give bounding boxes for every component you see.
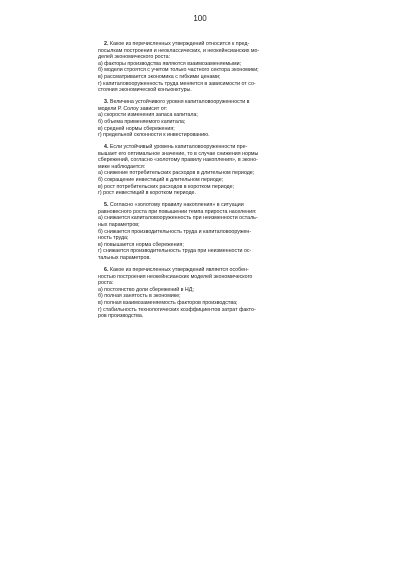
line-text: Какое из перечисленных утверждений является особен- (109, 266, 249, 273)
line-text: ность труда; (98, 235, 129, 242)
page-body (98, 41, 306, 325)
question-number: 5. (104, 202, 109, 209)
question-line (98, 313, 306, 320)
question-text (98, 144, 306, 151)
question-line (98, 209, 306, 216)
question-text (98, 99, 306, 106)
line-text: г) рост инвестиций в коротком периоде. (98, 190, 196, 197)
line-text: тальных параметров. (98, 254, 151, 261)
line-text: делей экономического роста: (98, 54, 171, 61)
line-text: б) снижается производительность труда и капиталовооружен- (98, 228, 252, 235)
question-line (98, 307, 306, 314)
line-text: в) средней нормы сбережения; (98, 125, 175, 132)
line-text: стояния экономической конъюнктуры. (98, 87, 192, 94)
question-line (98, 215, 306, 222)
page-number: 100 (193, 14, 207, 23)
line-text: а) скорости изменения запаса капитала; (98, 112, 198, 119)
line-text: а) факторы производства являются взаимозаменяемыми; (98, 60, 242, 67)
line-text: Какое из перечисленных утверждений относится к пред- (109, 41, 250, 47)
line-text: а) постоянство доли сбережений в НД; (98, 286, 194, 293)
question-line (98, 54, 306, 61)
line-text: модели Р. Солоу зависит от: (98, 105, 168, 112)
question-line (98, 235, 306, 242)
line-text: равновесного роста при повышении темпа прироста населения: (98, 208, 257, 215)
line-text: г) капиталовооруженность труда меняется в зависимости от со- (98, 80, 256, 87)
question-line (98, 190, 306, 197)
question-line (98, 280, 306, 287)
question-line (98, 61, 306, 68)
question-line (98, 287, 306, 294)
line-text: г) снижается производительность труда при неизменности ос- (98, 248, 252, 255)
question-text (98, 202, 306, 209)
question-line (98, 112, 306, 119)
question-line (98, 255, 306, 262)
line-text: мике наблюдается: (98, 163, 146, 170)
line-text: посылкам построения и неоклассических, и неокейнсианских мо- (98, 47, 260, 54)
line-text: роста: (98, 280, 114, 287)
line-text: в) полная взаимозаменяемость факторов производства; (98, 299, 238, 306)
question-5 (98, 202, 306, 261)
line-text: ров производства. (98, 313, 144, 320)
question-line (98, 157, 306, 164)
line-text: г) стабильность технологических коэффициентов затрат факто- (98, 306, 256, 313)
line-text: г) предельной склонности к инвестированию. (98, 132, 210, 139)
line-text: а) снижается капиталовооруженность при неизменности осталь- (98, 215, 258, 222)
line-text: в) рост потребительских расходов в коротком периоде; (98, 183, 235, 190)
line-text: в) повышается норма сбережения; (98, 241, 184, 248)
question-line (98, 132, 306, 139)
question-number: 6. (104, 266, 109, 273)
line-text: б) полная занятость в экономике; (98, 293, 181, 300)
question-number: 4. (104, 144, 109, 151)
line-text: Величина устойчивого уровня капиталовооруженности в (109, 99, 250, 106)
question-number: 3. (104, 99, 109, 106)
question-line (98, 274, 306, 281)
line-text: вышает его оптимальное значение, то в случае снижения нормы (98, 150, 259, 157)
question-4 (98, 144, 306, 197)
line-text: в) рассматривается экономика с гибкими ценами; (98, 73, 221, 80)
line-text: б) модели строятся с учетом только частного сектора экономики; (98, 67, 259, 74)
question-line (98, 242, 306, 249)
line-text: а) снижение потребительских расходов в длительном периоде; (98, 170, 255, 177)
question-line (98, 164, 306, 171)
question-line (98, 293, 306, 300)
question-line (98, 177, 306, 184)
question-line (98, 67, 306, 74)
question-text (98, 41, 306, 48)
question-text (98, 267, 306, 274)
question-6 (98, 267, 306, 320)
line-text: б) объема применяемого капитала; (98, 118, 186, 125)
question-line (98, 106, 306, 113)
line-text: Согласно «золотому правилу накопления» в ситуации (109, 202, 244, 209)
line-text: Если устойчивый уровень капиталовооруженности пре- (109, 144, 248, 151)
question-line (98, 74, 306, 81)
question-3 (98, 99, 306, 139)
question-line (98, 87, 306, 94)
question-line (98, 222, 306, 229)
question-line (98, 229, 306, 236)
question-line (98, 300, 306, 307)
question-line (98, 248, 306, 255)
line-text: ностью построения неокейнсианских моделей экономического (98, 273, 253, 280)
line-text: ных параметров; (98, 222, 140, 229)
line-text: б) сокращение инвестиций в длительном периоде; (98, 177, 224, 184)
question-number: 2. (104, 41, 109, 47)
line-text: сбережений, согласно «золотому правилу накопления», в эконо- (98, 157, 258, 164)
question-line (98, 119, 306, 126)
question-2 (98, 41, 306, 94)
